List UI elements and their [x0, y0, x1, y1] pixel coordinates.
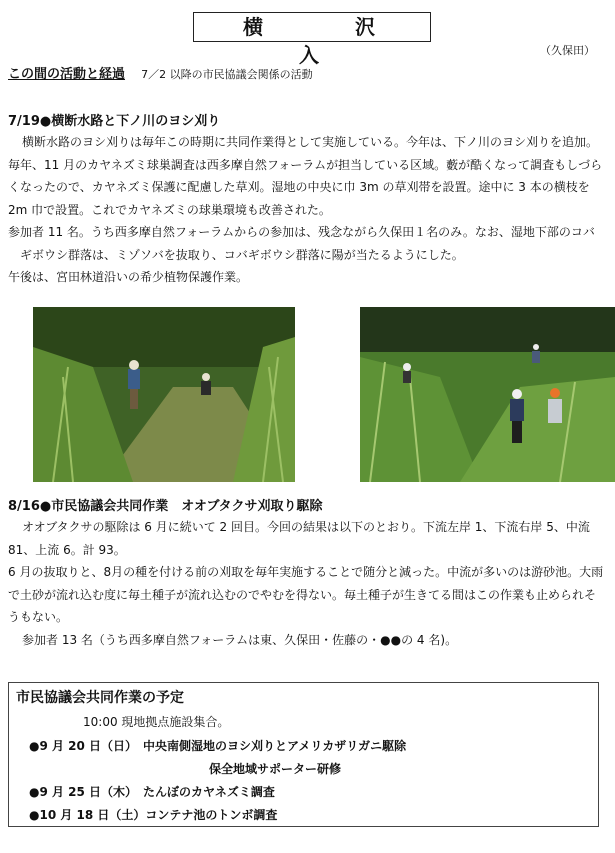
- section-heading-sub: 7／2 以降の市民協議会関係の活動: [141, 68, 313, 81]
- photo-reed-cutting-1: [33, 307, 295, 482]
- photo-reed-cutting-2: [360, 307, 615, 482]
- schedule-item: ●9 月 25 日（木） たんぼのカヤネズミ調査: [29, 785, 275, 799]
- event2-paragraph-1: オオブタクサの駆除は 6 月に続いて 2 回目。今回の結果は以下のとおり。下流左岸 1、下流右岸 5、中流 81、上流 6。計 93。: [8, 520, 590, 557]
- schedule-title: 市民協議会共同作業の予定: [16, 690, 184, 706]
- event1-paragraph-3: 午後は、宮田林道沿いの希少植物保護作業。: [8, 270, 249, 284]
- event1-paragraph-1: 横断水路のヨシ刈りは毎年この時期に共同作業得として実施している。今年は、下ノ川のヨシ刈りを追加。毎年、11 月のカヤネズミ球巣調査は西多摩自然フォーラムが担当している区域。藪が酷くなって調査もしづらくなったので、カヤネズミ保護に配慮した草刈。湿地の中央に巾 3m の草刈帯を設置。途中に 3 本の横枝を 2m 巾で設置。これでカヤネズミの球巣環境も改善された。: [8, 135, 603, 217]
- author: （久保田）: [540, 44, 595, 57]
- event1-paragraph-2: 参加者 11 名。うち西多摩自然フォーラムからの参加は、残念ながら久保田１名のみ。なお、湿地下部のコバギボウシ群落は、ミゾソバを抜取り、コバギボウシ群落に陽が当たるようにした。: [8, 225, 595, 262]
- event1-title: 7/19●横断水路と下ノ川のヨシ刈り: [8, 114, 221, 129]
- section-heading-main: この間の活動と経過: [8, 67, 126, 82]
- event2-title: 8/16●市民協議会共同作業 オオブタクサ刈取り駆除: [8, 499, 323, 514]
- page-title: 横 沢 入: [193, 12, 431, 42]
- event2-paragraph-2: 6 月の抜取りと、8月の種を付ける前の刈取を毎年実施することで随分と減った。中流が多いのは游砂池。大雨で土砂が流れ込む度に毎土種子が流れ込むのでやむを得ない。毎土種子が生きてる間はこの作業も止められそうもない。: [8, 565, 604, 624]
- schedule-item: 保全地域サポーター研修: [209, 762, 342, 776]
- schedule-box: [8, 682, 599, 827]
- event1-body: [8, 131, 604, 289]
- schedule-item: ●9 月 20 日（日） 中央南側湿地のヨシ刈りとアメリカザリガニ駆除: [29, 739, 407, 753]
- schedule-item: ●10 月 18 日（土）コンテナ池のトンボ調査: [29, 808, 278, 822]
- schedule-meeting: 10:00 現地拠点施設集合。: [83, 715, 230, 729]
- section-heading: [8, 63, 313, 82]
- event2-body: [8, 516, 604, 651]
- event2-paragraph-3: 参加者 13 名（うち西多摩自然フォーラムは東、久保田・佐藤の・●●の 4 名)。: [22, 632, 458, 647]
